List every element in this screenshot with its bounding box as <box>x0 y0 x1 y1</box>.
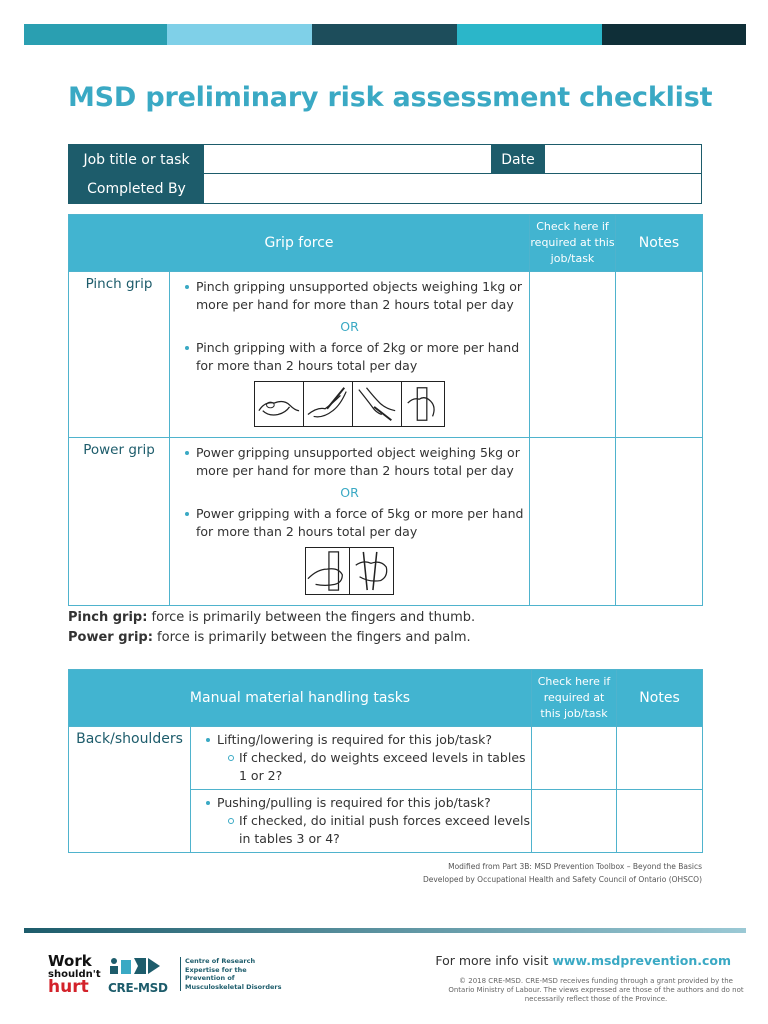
logo-text: Expertise for the <box>185 965 247 974</box>
lifting-criteria <box>191 727 532 790</box>
footer-divider <box>24 928 746 933</box>
list-item <box>191 731 531 749</box>
row-label-pinch-grip: Pinch grip <box>69 272 170 438</box>
job-info-table <box>68 144 702 204</box>
credit-line: Developed by Occupational Health and Safety Council of Ontario (OHSCO) <box>422 875 702 884</box>
job-title-label: Job title or task <box>69 145 204 174</box>
logo-text: Musculoskeletal Disorders <box>185 982 282 991</box>
list-item <box>170 505 529 541</box>
page-title: MSD preliminary risk assessment checklist <box>68 82 713 113</box>
credit-line: Modified from Part 3B: MSD Prevention Toolbox – Beyond the Basics <box>448 862 702 871</box>
pushing-notes-cell[interactable] <box>617 790 703 853</box>
grip-definitions <box>68 608 475 648</box>
definition-term: Pinch grip: <box>68 610 148 625</box>
work-shouldnt-hurt-logo <box>48 952 101 997</box>
pinch-hand-icon <box>352 381 402 427</box>
source-credit <box>423 860 702 886</box>
notes-header: Notes <box>616 215 703 272</box>
sub-list-item <box>191 749 531 785</box>
row-label-power-grip: Power grip <box>69 438 170 606</box>
or-separator: OR <box>340 485 359 500</box>
power-grip-illustrations <box>170 547 529 595</box>
cre-msd-logo-icon <box>108 955 164 977</box>
copyright-notice: © 2018 CRE-MSD. CRE-MSD receives funding through a grant provided by the Ontario Ministry of Labour. The views expressed are those of the authors and do not necessarily reflect those of the Province. <box>448 977 744 1003</box>
power-grip-check-cell[interactable] <box>530 438 616 606</box>
table-row <box>69 272 703 438</box>
cre-msd-logo <box>108 955 174 995</box>
color-segment <box>312 24 457 45</box>
power-hand-icon <box>305 547 350 595</box>
or-separator: OR <box>340 319 359 334</box>
bullet-icon <box>185 451 189 455</box>
bullet-icon <box>206 738 210 742</box>
list-item <box>170 278 529 314</box>
date-input[interactable] <box>545 145 701 174</box>
sub-list-item <box>191 812 531 848</box>
logo-text: Prevention of <box>185 974 235 982</box>
website-link[interactable]: www.msdprevention.com <box>552 953 731 968</box>
table-row <box>69 727 703 790</box>
table-row <box>69 438 703 606</box>
pinch-hand-icon <box>401 381 445 427</box>
pinch-grip-illustrations <box>170 381 529 427</box>
power-grip-criteria <box>170 438 530 606</box>
definition-text: force is primarily between the fingers and palm. <box>152 630 471 645</box>
definition-text: force is primarily between the fingers and thumb. <box>147 610 476 625</box>
top-color-bar <box>24 24 746 45</box>
more-info-label: For more info visit <box>435 953 553 968</box>
notes-header: Notes <box>617 670 703 727</box>
logo-text: shouldn't <box>48 969 101 980</box>
criteria-text: Lifting/lowering is required for this job/task? <box>217 732 492 747</box>
cre-msd-full-name <box>180 957 281 991</box>
job-title-input[interactable] <box>204 145 491 174</box>
criteria-text: If checked, do weights exceed levels in tables 1 or 2? <box>239 750 526 783</box>
criteria-text: Pushing/pulling is required for this job/task? <box>217 795 491 810</box>
bullet-icon <box>185 346 189 350</box>
manual-handling-table <box>68 669 703 853</box>
color-segment <box>167 24 312 45</box>
color-segment <box>457 24 602 45</box>
pinch-grip-definition <box>68 608 475 628</box>
power-hand-icon <box>349 547 394 595</box>
divider <box>204 173 701 174</box>
color-segment <box>602 24 746 45</box>
manual-handling-header: Manual material handling tasks <box>69 670 532 727</box>
logo-text: Centre of Research <box>185 957 256 965</box>
color-segment <box>24 24 167 45</box>
list-item <box>170 444 529 480</box>
check-header: Check here if required at this job/task <box>532 670 617 727</box>
completed-by-input[interactable] <box>204 174 701 203</box>
list-item <box>170 339 529 375</box>
pinch-grip-criteria <box>170 272 530 438</box>
check-header: Check here if required at this job/task <box>530 215 616 272</box>
criteria-text: Pinch gripping unsupported objects weighing 1kg or more per hand for more than 2 hours total per day <box>196 279 523 312</box>
bullet-icon <box>185 512 189 516</box>
pushing-check-cell[interactable] <box>532 790 617 853</box>
power-grip-notes-cell[interactable] <box>616 438 703 606</box>
bullet-icon <box>185 285 189 289</box>
circle-bullet-icon <box>228 755 234 761</box>
pinch-grip-check-cell[interactable] <box>530 272 616 438</box>
grip-force-header: Grip force <box>69 215 530 272</box>
pinch-grip-notes-cell[interactable] <box>616 272 703 438</box>
logo-text: hurt <box>48 977 89 997</box>
criteria-text: Power gripping with a force of 5kg or more per hand for more than 2 hours total per day <box>196 506 524 539</box>
logo-text: Work <box>48 952 92 970</box>
lifting-check-cell[interactable] <box>532 727 617 790</box>
power-grip-definition <box>68 628 475 648</box>
completed-by-label: Completed By <box>69 174 204 203</box>
row-label-back-shoulders: Back/shoulders <box>69 727 191 853</box>
grip-force-table <box>68 214 703 606</box>
lifting-notes-cell[interactable] <box>617 727 703 790</box>
bullet-icon <box>206 801 210 805</box>
list-item <box>191 794 531 812</box>
pushing-criteria <box>191 790 532 853</box>
pinch-hand-icon <box>303 381 353 427</box>
criteria-text: Pinch gripping with a force of 2kg or more per hand for more than 2 hours total per day <box>196 340 520 373</box>
criteria-text: If checked, do initial push forces exceed levels in tables 3 or 4? <box>239 813 530 846</box>
cre-msd-wordmark: CRE-MSD <box>108 981 168 995</box>
date-label: Date <box>491 145 545 174</box>
more-info <box>435 953 731 968</box>
pinch-hand-icon <box>254 381 304 427</box>
circle-bullet-icon <box>228 818 234 824</box>
definition-term: Power grip: <box>68 630 153 645</box>
criteria-text: Power gripping unsupported object weighing 5kg or more per hand for more than 2 hours total per day <box>196 445 520 478</box>
